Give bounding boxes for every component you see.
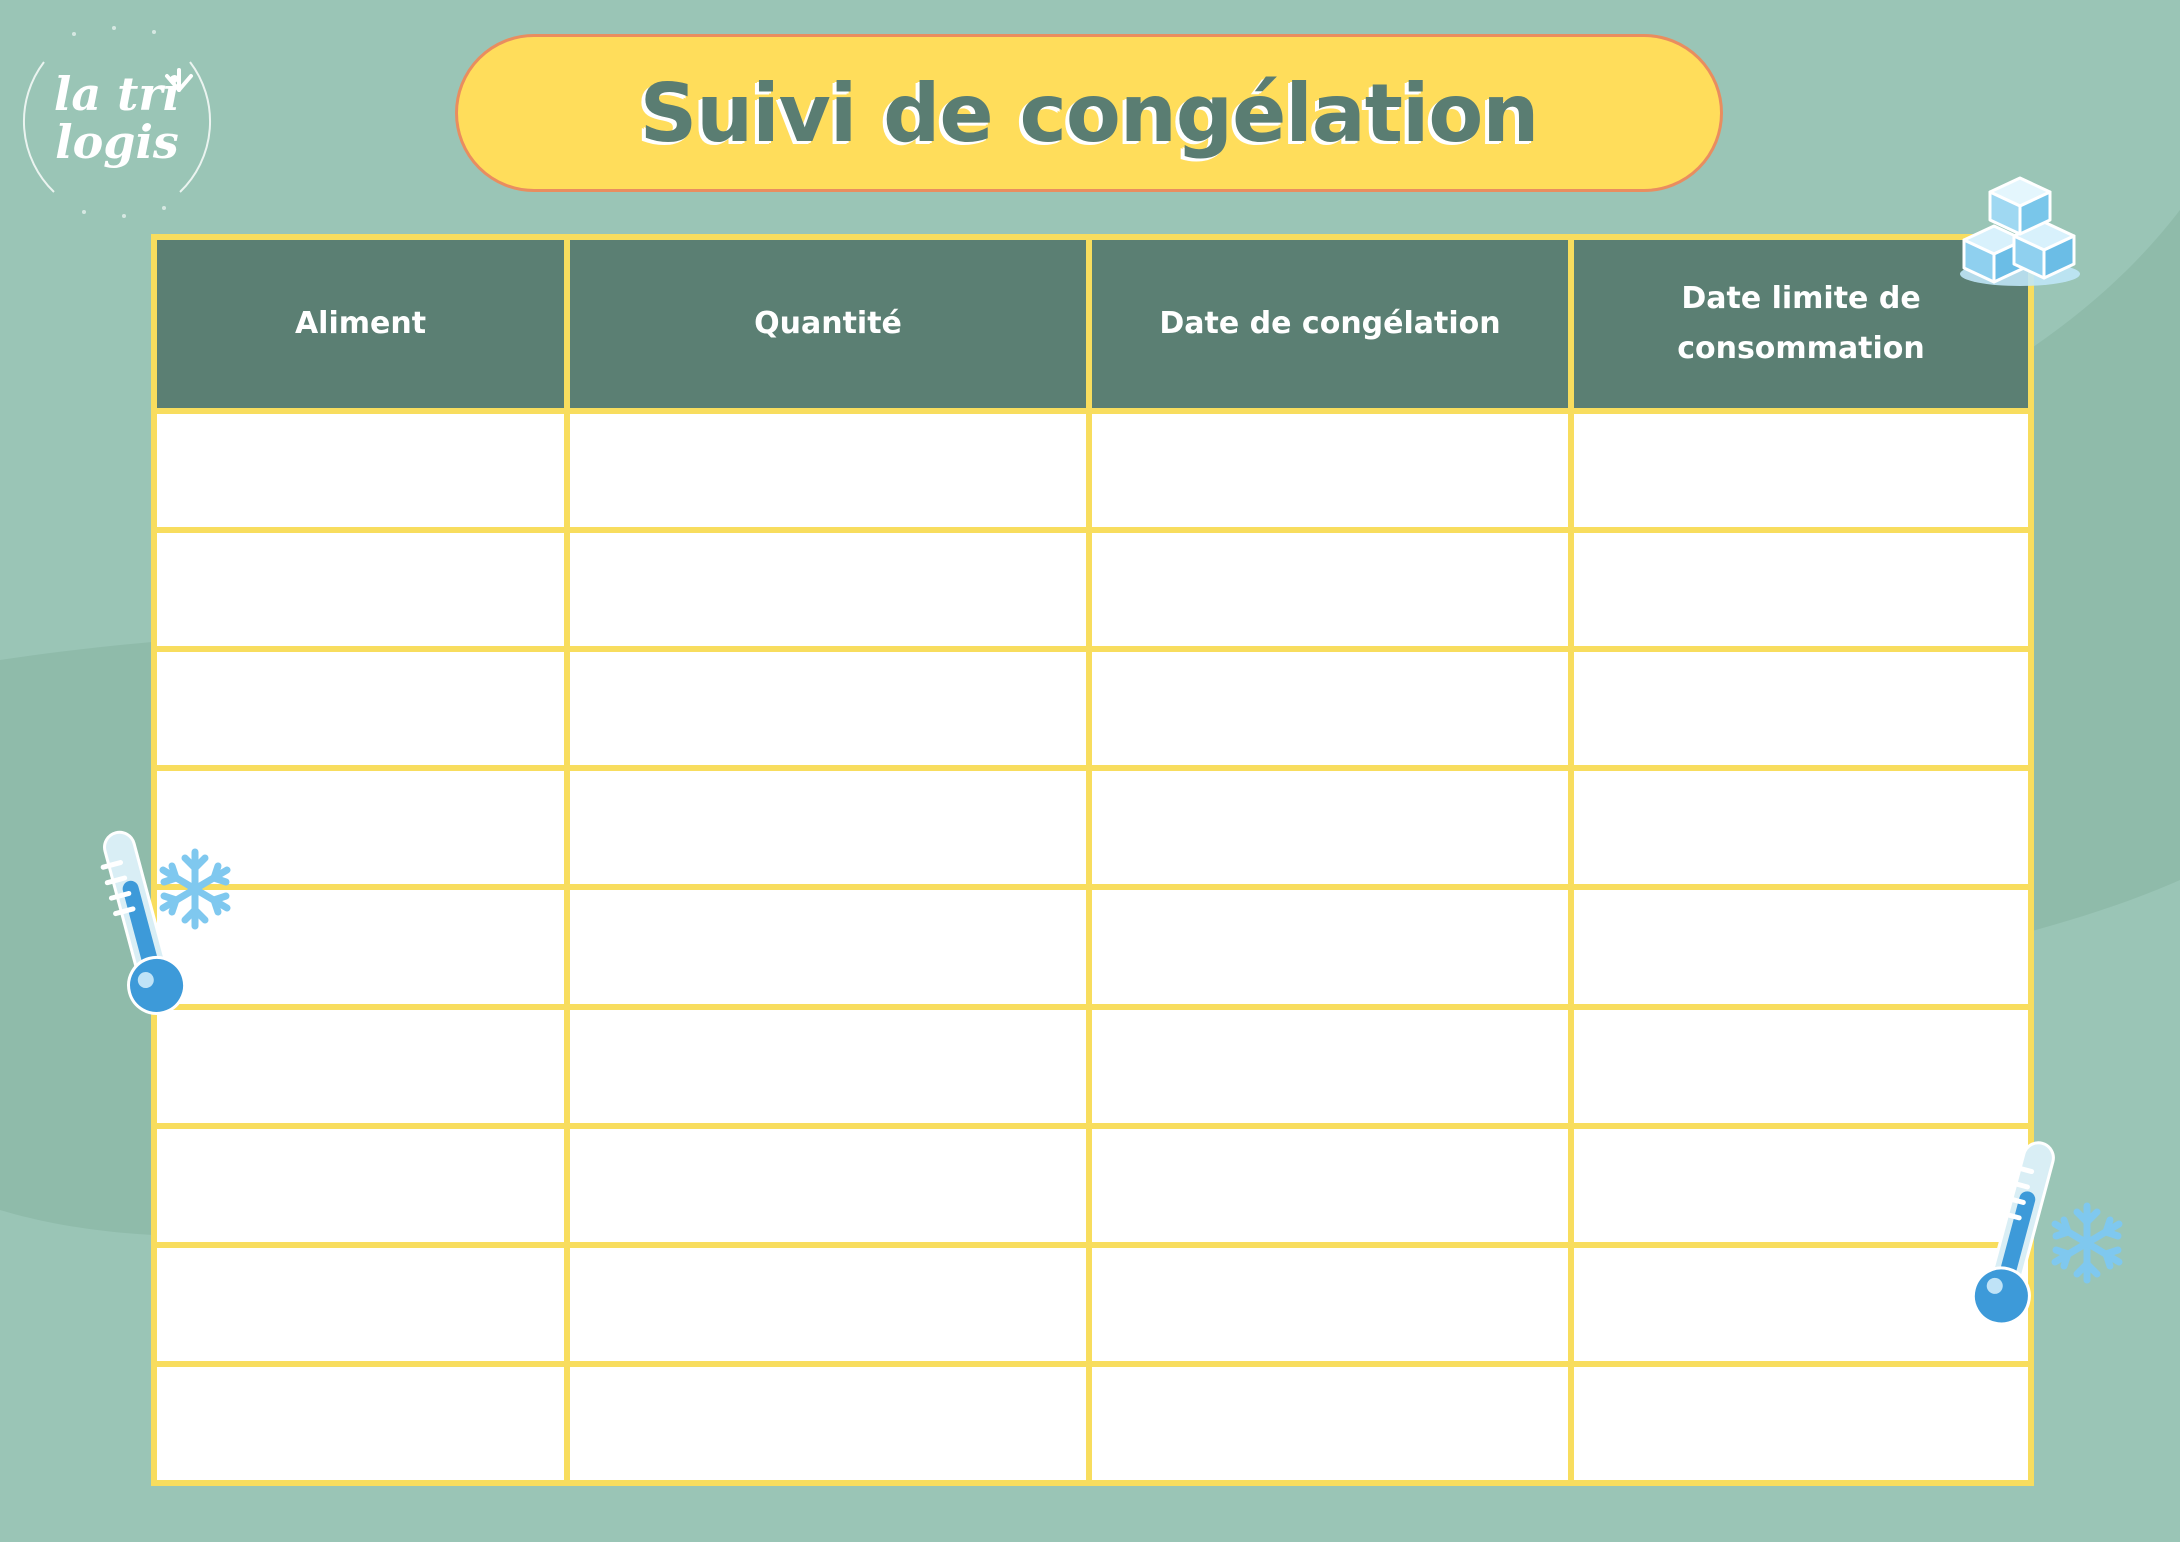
table-cell — [1571, 411, 2031, 530]
brand-logo — [14, 22, 220, 222]
table-cell — [1089, 887, 1571, 1006]
table-cell — [1089, 1245, 1571, 1364]
logo-text: la tri logis — [53, 67, 181, 169]
snowflake-icon — [2044, 1200, 2130, 1286]
table-cell — [567, 649, 1089, 768]
table-row — [154, 1245, 2031, 1364]
table-cell — [154, 649, 567, 768]
table-cell — [1571, 649, 2031, 768]
header-quantity: Quantité — [567, 237, 1089, 411]
table-row — [154, 1364, 2031, 1483]
table-cell — [1089, 1364, 1571, 1483]
table-row — [154, 1126, 2031, 1245]
table-cell — [567, 1245, 1089, 1364]
table-row — [154, 530, 2031, 649]
title-banner — [455, 34, 1723, 192]
snowflake-icon — [152, 846, 238, 932]
table-cell — [154, 1245, 567, 1364]
ice-cubes-icon — [1954, 170, 2086, 290]
table-body — [154, 411, 2031, 1483]
table-cell — [154, 1007, 567, 1126]
table-cell — [1089, 1126, 1571, 1245]
table-row — [154, 649, 2031, 768]
table-row — [154, 1007, 2031, 1126]
table-row — [154, 768, 2031, 887]
table-cell — [567, 887, 1089, 1006]
table-cell — [154, 530, 567, 649]
table-row — [154, 411, 2031, 530]
table-cell — [567, 1007, 1089, 1126]
table-header-row — [154, 237, 2031, 411]
table-cell — [1089, 530, 1571, 649]
table-cell — [1571, 1364, 2031, 1483]
table-cell — [154, 1364, 567, 1483]
table-cell — [1089, 768, 1571, 887]
table-cell — [567, 1364, 1089, 1483]
table-cell — [567, 1126, 1089, 1245]
page-title: Suivi de congélation — [639, 66, 1539, 160]
table-cell — [1089, 1007, 1571, 1126]
table-cell — [567, 411, 1089, 530]
table-cell — [154, 411, 567, 530]
header-freeze-date: Date de congélation — [1089, 237, 1571, 411]
table-cell — [1571, 768, 2031, 887]
table-cell — [154, 1126, 567, 1245]
table-cell — [567, 768, 1089, 887]
table-cell — [1571, 887, 2031, 1006]
table-cell — [1571, 530, 2031, 649]
table-cell — [1089, 649, 1571, 768]
header-expiry-date: Date limite de consommation — [1571, 237, 2031, 411]
table-cell — [1571, 1007, 2031, 1126]
table-cell — [1089, 411, 1571, 530]
table-cell — [567, 530, 1089, 649]
freezer-tracking-table — [151, 234, 2034, 1486]
table-row — [154, 887, 2031, 1006]
header-food: Aliment — [154, 237, 567, 411]
